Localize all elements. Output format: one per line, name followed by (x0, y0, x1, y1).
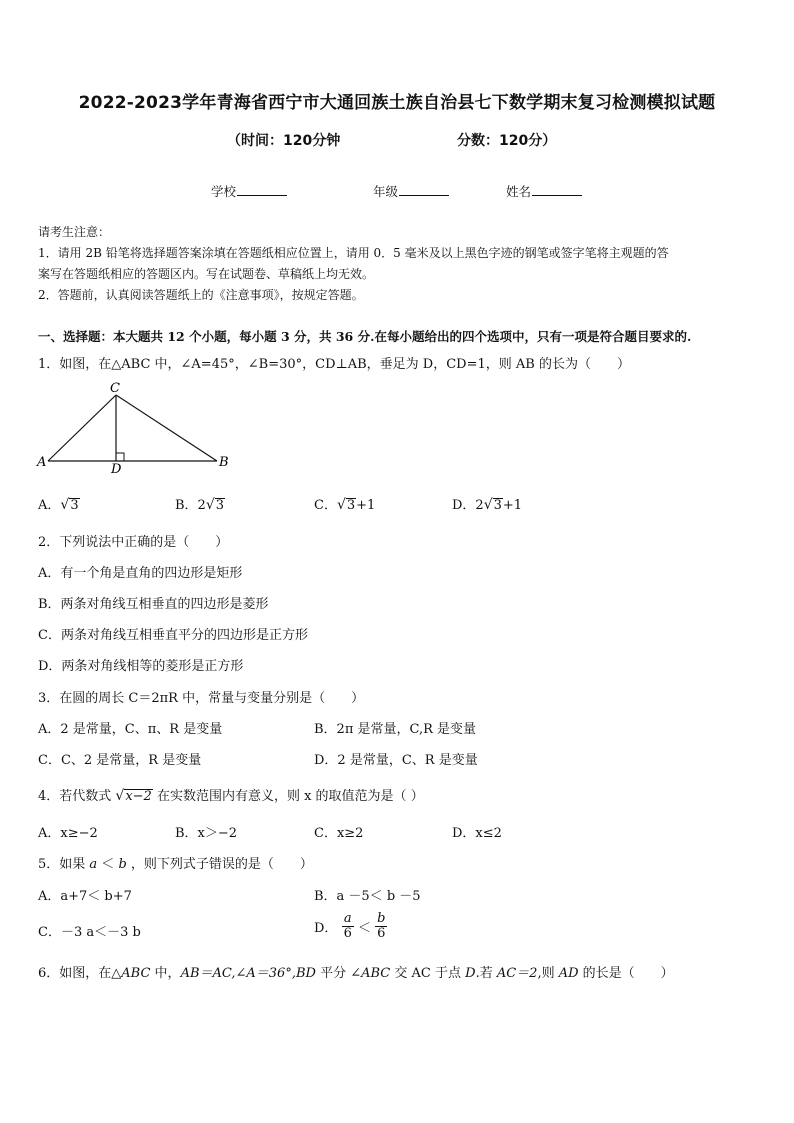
q6-math-4: D (465, 966, 476, 981)
q6-math-3: ∠ABC (350, 966, 391, 981)
right-angle-mark (116, 453, 124, 461)
q5-option-c[interactable]: C．－3 a＜－3 b (38, 925, 141, 940)
q5-d-num1: a (342, 912, 354, 927)
q5-option-b[interactable]: B．a －5＜ b －5 (314, 889, 421, 904)
q5-d-label: D． (314, 921, 338, 936)
q2-stem: 2．下列说法中正确的是（ ） (38, 535, 229, 550)
grade-blank (399, 183, 449, 196)
q5-stem-mid: ＜ (97, 857, 119, 872)
q1-c-label: C． (314, 498, 337, 513)
q5-option-a[interactable]: A．a+7＜ b+7 (38, 889, 132, 904)
q2-option-c[interactable]: C．两条对角线互相垂直平分的四边形是正方形 (38, 628, 308, 643)
q4-stem: 4．若代数式 √x−2 在实数范围内有意义，则 x 的取值范为是（ ） (38, 788, 424, 804)
q5-stem (38, 853, 313, 872)
q4-option-a[interactable]: A．x≥−2 (38, 826, 98, 841)
q6-stem (38, 962, 674, 981)
section-heading: 一、选择题：本大题共 12 个小题，每小题 3 分，共 36 分.在每小题给出的四个选项中，只有一项是符合题目要求的. (38, 329, 692, 344)
q6-stem-g: 的长是（ ） (578, 966, 674, 981)
grade-label: 年级 (373, 184, 399, 199)
page-title: 2022-2023学年青海省西宁市大通回族土族自治县七下数学期末复习检测模拟试题 (78, 93, 716, 113)
q1-option-c[interactable]: C．√3+1 (314, 497, 376, 513)
q1-option-d[interactable]: D．2√3+1 (452, 497, 523, 513)
notice-heading: 请考生注意： (38, 225, 111, 239)
q6-stem-f: ,则 (537, 966, 559, 981)
q1-c-radicand: 3 (346, 498, 356, 513)
q1-c-tail: +1 (356, 498, 376, 513)
q6-stem-c: 平分 (315, 966, 351, 981)
q4-stem-a: 4．若代数式 (38, 789, 116, 804)
q6-stem-e: .若 (475, 966, 497, 981)
q5-stem-b: ，则下列式子错误的是（ ） (126, 857, 313, 872)
q5-option-d[interactable] (314, 912, 387, 941)
q3-stem: 3．在圆的周长 C＝2πR 中，常量与变量分别是（ ） (38, 691, 365, 706)
label-d: D (111, 462, 122, 477)
q5-d-den2: 6 (377, 926, 386, 941)
q2-option-b[interactable]: B．两条对角线互相垂直的四边形是菱形 (38, 597, 269, 612)
notice-line1b: 案写在答题纸相应的答题区内。写在试题卷、草稿纸上均无效。 (38, 267, 375, 281)
q6-stem-d: 交 AC 于点 (390, 966, 466, 981)
q5-stem-a: 5．如果 (38, 857, 90, 872)
q2-option-a[interactable]: A．有一个角是直角的四边形是矩形 (38, 566, 243, 581)
name-blank (532, 183, 582, 196)
q4-option-d[interactable]: D．x≤2 (452, 826, 502, 841)
name-field[interactable] (506, 182, 582, 200)
q5-var-a: a (89, 857, 98, 872)
name-label: 姓名 (506, 184, 532, 199)
grade-field[interactable] (373, 182, 449, 200)
q5-d-fraction-1 (342, 912, 354, 941)
q1-a-label: A． (38, 498, 61, 513)
q6-stem-b: 中， (150, 966, 181, 981)
q3-option-d[interactable]: D．2 是常量，C、R 是变量 (314, 753, 478, 768)
q4-radicand: x−2 (125, 789, 152, 804)
q1-d-radicand: 3 (493, 498, 502, 513)
q3-option-c[interactable]: C．C、2 是常量，R 是变量 (38, 753, 202, 768)
q5-d-op: ＜ (358, 921, 372, 936)
label-c: C (110, 381, 120, 396)
notice-line2: 2．答题前，认真阅读答题纸上的《注意事项》，按规定答题。 (38, 288, 364, 302)
q1-b-label: B．2 (175, 498, 206, 513)
q6-math-6: AD (558, 966, 579, 981)
q5-var-b: b (118, 857, 127, 872)
q4-option-c[interactable]: C．x≥2 (314, 826, 364, 841)
q1-a-radicand: 3 (70, 498, 79, 513)
q6-stem-a: 6．如图，在 (38, 966, 112, 981)
q3-option-b[interactable]: B．2π 是常量，C,R 是变量 (314, 722, 477, 737)
q5-d-num2: b (377, 911, 386, 926)
q3-option-a[interactable]: A．2 是常量，C、π、R 是变量 (38, 722, 223, 737)
side-ac (48, 395, 116, 461)
label-b: B (219, 455, 229, 470)
q1-b-radicand: 3 (215, 498, 225, 513)
triangle-figure (30, 378, 240, 478)
notice-line1a: 1．请用 2B 铅笔将选择题答案涂填在答题纸相应位置上，请用 0．5 毫米及以上黑色字迹的钢笔或签字笔将主观题的答 (38, 246, 669, 260)
school-label: 学校 (211, 184, 237, 199)
q4-option-b[interactable]: B．x＞−2 (175, 826, 238, 841)
school-blank (237, 183, 287, 196)
q1-d-tail: +1 (502, 498, 523, 513)
side-cb (116, 395, 217, 461)
q2-option-d[interactable]: D．两条对角线相等的菱形是正方形 (38, 659, 244, 674)
q6-math-2: AB＝AC,∠A＝36°,BD (180, 966, 316, 981)
school-field[interactable] (211, 182, 287, 200)
q6-math-1: △ABC (111, 966, 151, 981)
q5-d-fraction-2 (375, 912, 387, 941)
q6-math-5: AC＝2 (496, 966, 538, 981)
q1-option-a[interactable]: A．√3 (38, 497, 79, 513)
time-label: （时间：120分钟 (227, 133, 341, 149)
q1-d-label: D．2 (452, 498, 484, 513)
q1-stem: 1．如图，在△ABC 中，∠A=45°，∠B=30°，CD⊥AB，垂足为 D，CD=1，则 AB 的长为（ ） (38, 357, 630, 372)
score-label: 分数：120分） (457, 133, 557, 149)
q4-stem-b: 在实数范围内有意义，则 x 的取值范为是（ ） (152, 789, 424, 804)
q5-d-den1: 6 (343, 926, 352, 941)
label-a: A (37, 455, 47, 470)
q1-option-b[interactable]: B．2√3 (175, 497, 225, 513)
